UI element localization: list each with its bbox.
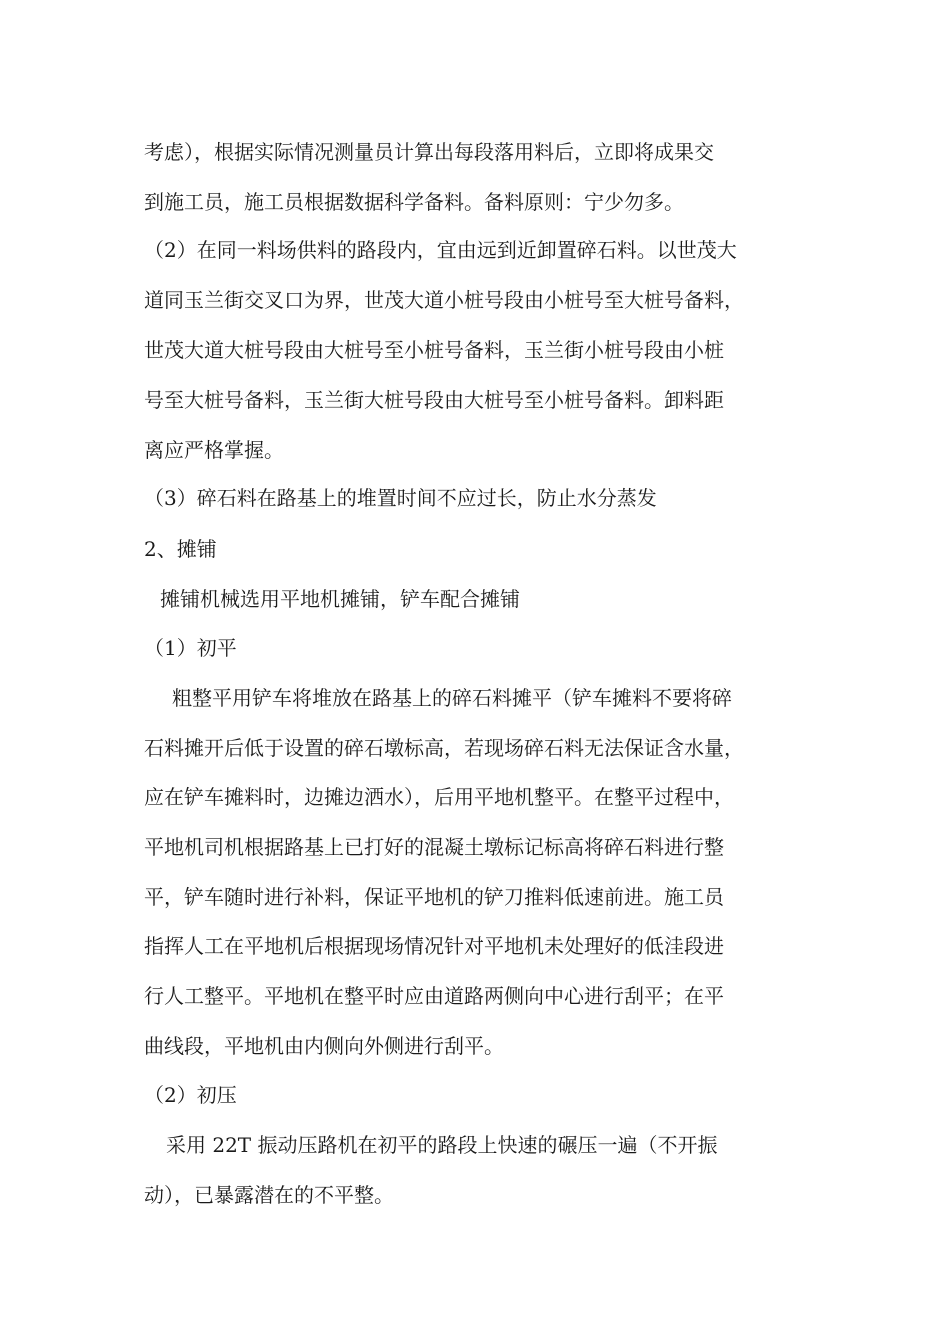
- subsection-heading: （2）初压: [144, 1083, 237, 1107]
- paragraph-line: 指挥人工在平地机后根据现场情况针对平地机未处理好的低洼段进: [144, 934, 724, 958]
- paragraph-line: 应在铲车摊料时，边摊边洒水），后用平地机整平。在整平过程中，: [144, 785, 734, 809]
- section-heading: 2、摊铺: [144, 537, 217, 561]
- paragraph-line: 摊铺机械选用平地机摊铺，铲车配合摊铺: [160, 587, 520, 611]
- paragraph-line: 动），已暴露潜在的不平整。: [144, 1183, 394, 1207]
- list-item-line: （2）在同一料场供料的路段内，宜由远到近卸置碎石料。以世茂大: [144, 238, 737, 262]
- paragraph-line: 道同玉兰街交叉口为界，世茂大道小桩号段由小桩号至大桩号备料，: [144, 288, 744, 312]
- paragraph-line: 平地机司机根据路基上已打好的混凝土墩标记标高将碎石料进行整: [144, 835, 724, 859]
- paragraph-line: 采用 22T 振动压路机在初平的路段上快速的碾压一遍（不开振: [166, 1133, 718, 1157]
- subsection-heading: （1）初平: [144, 636, 237, 660]
- paragraph-line: 平，铲车随时进行补料，保证平地机的铲刀推料低速前进。施工员: [144, 885, 724, 909]
- paragraph-line: 石料摊开后低于设置的碎石墩标高，若现场碎石料无法保证含水量，: [144, 736, 744, 760]
- paragraph-line: 离应严格掌握。: [144, 438, 284, 462]
- paragraph-line: 号至大桩号备料，玉兰街大桩号段由大桩号至小桩号备料。卸料距: [144, 388, 724, 412]
- paragraph-line: 曲线段，平地机由内侧向外侧进行刮平。: [144, 1034, 504, 1058]
- paragraph-line: 考虑），根据实际情况测量员计算出每段落用料后，立即将成果交: [144, 140, 714, 164]
- paragraph-line: 粗整平用铲车将堆放在路基上的碎石料摊平（铲车摊料不要将碎: [172, 686, 732, 710]
- paragraph-line: 行人工整平。平地机在整平时应由道路两侧向中心进行刮平；在平: [144, 984, 724, 1008]
- paragraph-line: 到施工员，施工员根据数据科学备料。备料原则：宁少勿多。: [144, 190, 684, 214]
- paragraph-line: 世茂大道大桩号段由大桩号至小桩号备料，玉兰街小桩号段由小桩: [144, 338, 724, 362]
- list-item-line: （3）碎石料在路基上的堆置时间不应过长，防止水分蒸发: [144, 486, 657, 510]
